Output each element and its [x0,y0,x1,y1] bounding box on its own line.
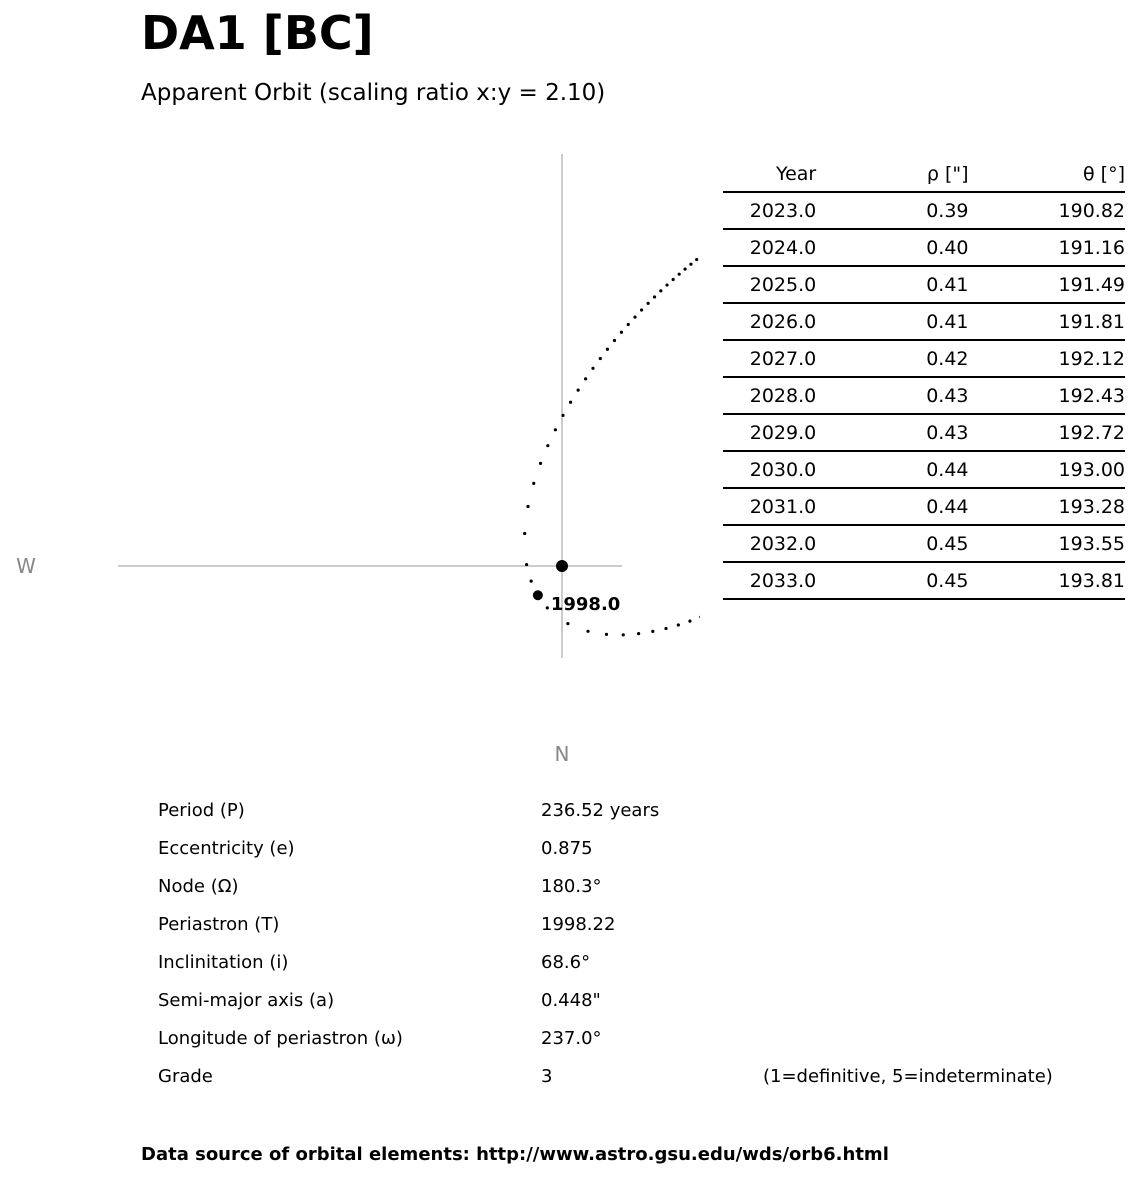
table-row [723,340,1125,377]
orbit-epoch-marks [533,157,700,615]
orbit-dot [637,632,640,635]
data-source-footer: Data source of orbital elements: http://www.astro.gsu.edu/wds/orb6.html [141,1144,889,1165]
table-row [723,266,1125,303]
table-row [723,525,1125,562]
element-value: 0.875 [541,838,593,859]
orbit-dot [699,615,700,618]
table-cell: 192.43 [969,377,1125,414]
table-cell: 2028.0 [723,377,816,414]
chart-title: DA1 [BC] [141,6,374,60]
orbit-dot [677,623,680,626]
element-value: 180.3° [541,876,602,897]
orbit-dot [546,444,549,447]
table-cell: 0.43 [816,414,968,451]
orbit-dot [577,388,580,391]
element-note: (1=definitive, 5=indeterminate) [763,1066,1053,1087]
element-value: 68.6° [541,952,591,973]
orbit-dot [659,289,662,292]
table-cell: 2031.0 [723,488,816,525]
orbit-dot [569,401,572,404]
table-header: θ [°] [969,157,1125,192]
orbit-dot [620,331,623,334]
epoch-marker [533,590,543,600]
orbit-dot [672,278,675,281]
element-row [158,947,1118,985]
table-row [723,192,1125,229]
table-cell: 192.72 [969,414,1125,451]
element-value: 0.448" [541,990,601,1011]
orbital-elements [158,795,1118,1099]
orbit-dot [683,267,686,270]
chart-subtitle: Apparent Orbit (scaling ratio x:y = 2.10) [141,80,606,106]
table-cell: 193.00 [969,451,1125,488]
orbit-dot [526,505,529,508]
orbit-dot [613,339,616,342]
orbit-dot [532,482,535,485]
table-cell: 2030.0 [723,451,816,488]
ephemeris-table [723,157,1125,600]
orbit-dot [599,357,602,360]
orbit-dot [523,532,526,535]
table-cell: 191.16 [969,229,1125,266]
table-cell: 192.12 [969,340,1125,377]
table-cell: 0.40 [816,229,968,266]
table-cell: 2027.0 [723,340,816,377]
orbit-plot [0,140,700,780]
orbit-dot [539,462,542,465]
table-cell: 2032.0 [723,525,816,562]
primary-star [556,560,568,572]
orbit-dot [647,302,650,305]
element-label: Semi-major axis (a) [158,990,335,1011]
table-cell: 190.82 [969,192,1125,229]
table-cell: 2024.0 [723,229,816,266]
table-cell: 2026.0 [723,303,816,340]
table-cell: 2029.0 [723,414,816,451]
table-cell: 193.55 [969,525,1125,562]
element-label: Node (Ω) [158,876,239,897]
element-value: 237.0° [541,1028,602,1049]
orbit-dot [622,633,625,636]
table-cell: 191.81 [969,303,1125,340]
element-value: 3 [541,1066,553,1087]
table-cell: 0.42 [816,340,968,377]
table-cell: 0.45 [816,525,968,562]
orbit-dot [640,308,643,311]
epoch-label: 1998.0 [550,594,621,616]
table-row [723,377,1125,414]
element-value: 1998.22 [541,914,616,935]
element-row [158,795,1118,833]
orbit-dot [605,633,608,636]
table-cell: 193.81 [969,562,1125,599]
orbit-dot [653,295,656,298]
element-label: Grade [158,1066,213,1087]
orbit-dot [530,580,533,583]
element-row [158,1023,1118,1061]
table-header: Year [723,157,816,192]
table-cell: 2033.0 [723,562,816,599]
orbit-dot [633,315,636,318]
element-row [158,909,1118,947]
element-label: Inclinitation (i) [158,952,289,973]
orbit-dot [586,630,589,633]
orbit-dot [665,283,668,286]
table-row [723,451,1125,488]
west-label: W [16,554,36,578]
north-label: N [554,742,570,766]
orbit-dot [651,630,654,633]
table-row [723,488,1125,525]
orbit-dot [546,606,549,609]
orbit-dot [584,377,587,380]
table-cell: 0.44 [816,488,968,525]
orbit-dots [523,173,700,636]
element-row [158,1061,1118,1099]
table-cell: 0.44 [816,451,968,488]
orbit-dot [554,428,557,431]
element-label: Eccentricity (e) [158,838,295,859]
table-cell: 0.41 [816,266,968,303]
table-row [723,562,1125,599]
table-cell: 2023.0 [723,192,816,229]
element-row [158,871,1118,909]
table-row [723,303,1125,340]
element-value: 236.52 years [541,800,660,821]
orbit-dot [664,627,667,630]
table-cell: 0.43 [816,377,968,414]
element-label: Period (P) [158,800,245,821]
element-label: Longitude of periastron (ω) [158,1028,403,1049]
orbit-dot [695,258,698,261]
table-cell: 0.45 [816,562,968,599]
element-label: Periastron (T) [158,914,280,935]
table-header: ρ ["] [816,157,968,192]
orbit-dot [561,414,564,417]
table-cell: 0.39 [816,192,968,229]
element-row [158,833,1118,871]
orbit-dot [689,263,692,266]
element-row [158,985,1118,1023]
table-cell: 2025.0 [723,266,816,303]
orbit-dot [525,563,528,566]
orbit-dot [591,367,594,370]
orbit-dot [678,273,681,276]
table-cell: 193.28 [969,488,1125,525]
orbit-dot [688,620,691,623]
orbit-dot [606,348,609,351]
table-header-row [723,157,1125,192]
table-cell: 191.49 [969,266,1125,303]
table-row [723,229,1125,266]
orbit-dot [627,323,630,326]
table-cell: 0.41 [816,303,968,340]
table-row [723,414,1125,451]
orbit-dot [566,622,569,625]
